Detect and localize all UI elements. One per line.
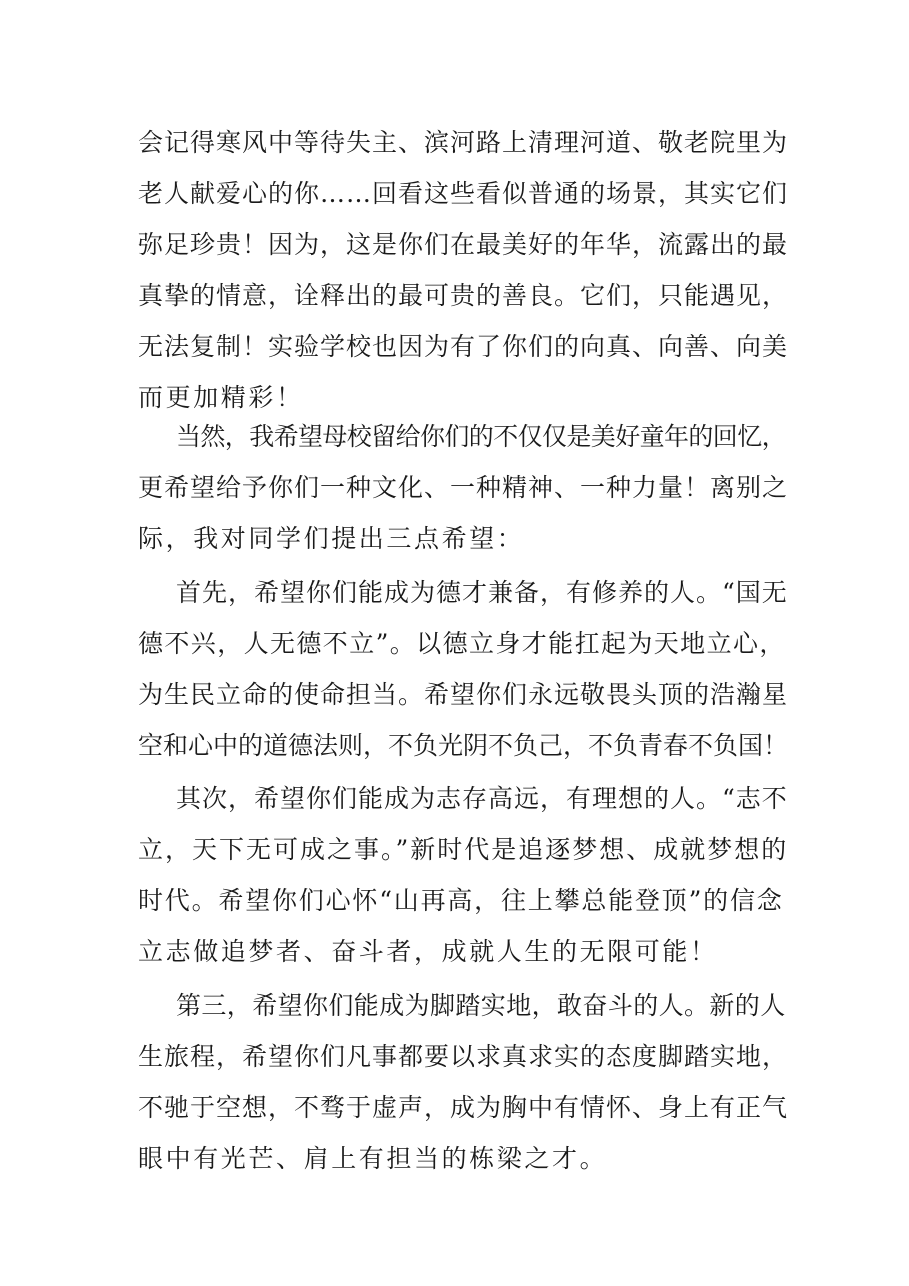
paragraph-line: 会记得寒风中等待失主、滨河路上清理河道、敬老院里为 bbox=[138, 128, 789, 157]
paragraph-line: 立，天下无可成之事。”新时代是追逐梦想、成就梦想的 bbox=[138, 835, 789, 864]
paragraph-line: 第三，希望你们能成为脚踏实地，敢奋斗的人。新的人 bbox=[176, 991, 786, 1020]
paragraph-line: 而更加精彩！ bbox=[138, 383, 304, 412]
paragraph-line: 无法复制！实验学校也因为有了你们的向真、向善、向美 bbox=[138, 332, 789, 361]
paragraph-line: 其次，希望你们能成为志存高远，有理想的人。“志不 bbox=[176, 784, 788, 813]
paragraph-line: 不驰于空想，不骛于虚声，成为胸中有情怀、身上有正气 bbox=[138, 1093, 789, 1122]
paragraph-line: 真挚的情意，诠释出的最可贵的善良。它们，只能遇见， bbox=[138, 281, 789, 310]
paragraph-line: 当然，我希望母校留给你们的不仅仅是美好童年的回忆， bbox=[176, 422, 787, 451]
paragraph-line: 空和心中的道德法则，不负光阴不负己，不负青春不负国！ bbox=[138, 731, 789, 760]
paragraph-line: 时代。希望你们心怀“山再高，往上攀总能登顶”的信念 bbox=[138, 886, 784, 915]
paragraph-3 bbox=[138, 567, 788, 771]
paragraph-line: 眼中有光芒、肩上有担当的栋梁之才。 bbox=[138, 1144, 608, 1173]
paragraph-line: 更希望给予你们一种文化、一种精神、一种力量！离别之 bbox=[138, 473, 789, 502]
paragraph-line: 生旅程，希望你们凡事都要以求真求实的态度脚踏实地， bbox=[138, 1042, 789, 1071]
paragraph-line: 际，我对同学们提出三点希望： bbox=[138, 524, 525, 553]
paragraph-line: 弥足珍贵！因为，这是你们在最美好的年华，流露出的最 bbox=[138, 230, 789, 259]
paragraph-line: 立志做追梦者、奋斗者，成就人生的无限可能！ bbox=[138, 937, 718, 966]
paragraph-4 bbox=[138, 773, 788, 977]
paragraph-line: 德不兴，人无德不立”。以德立身才能扛起为天地立心， bbox=[138, 629, 786, 658]
paragraph-1 bbox=[138, 117, 788, 423]
paragraph-2 bbox=[138, 411, 788, 564]
paragraph-line: 老人献爱心的你……回看这些看似普通的场景，其实它们 bbox=[138, 179, 789, 208]
paragraph-line: 为生民立命的使命担当。希望你们永远敬畏头顶的浩瀚星 bbox=[138, 680, 789, 709]
paragraph-line: 首先，希望你们能成为德才兼备，有修养的人。“国无 bbox=[176, 578, 788, 607]
paragraph-5 bbox=[138, 980, 788, 1184]
